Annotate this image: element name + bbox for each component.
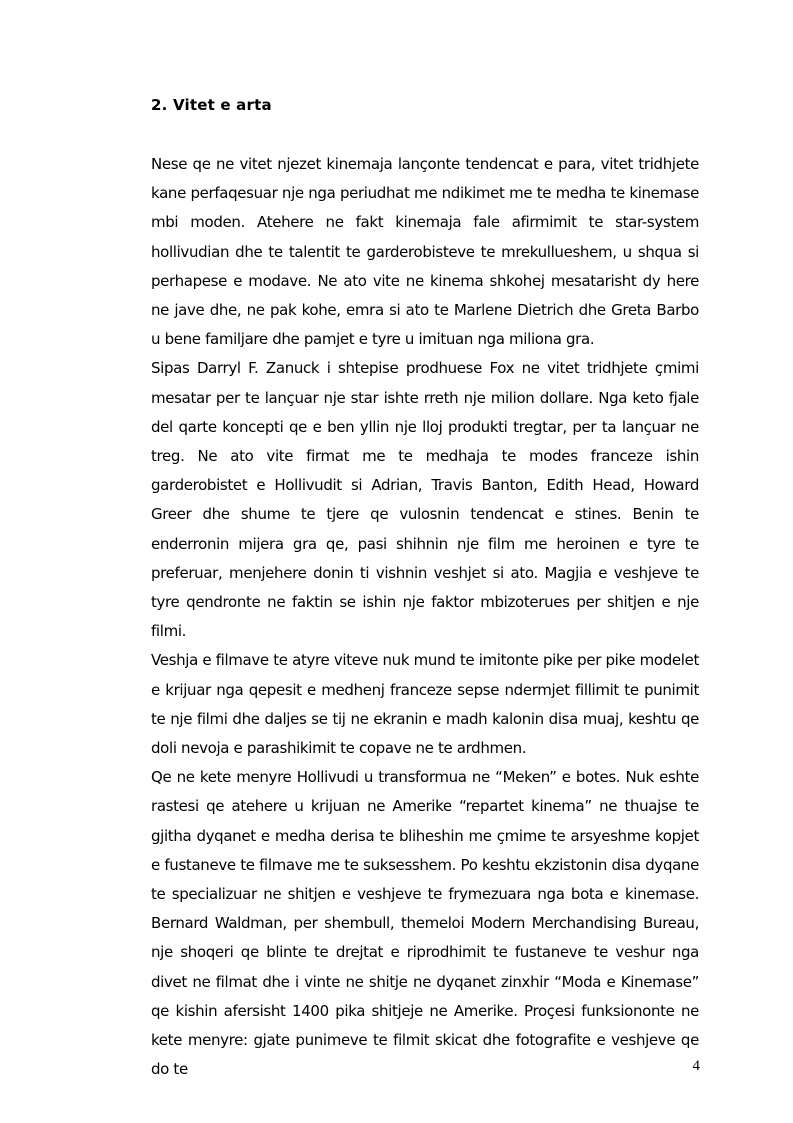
paragraph-3: Veshja e filmave te atyre viteve nuk mund te imitonte pike per pike modelet e krijuar nga qepesit e medhenj franceze sepse ndermjet fillimit te punimit te nje filmi dhe daljes se tij ne ekranin e madh kalonin disa muaj, keshtu qe doli nevoja e parashikimit te copave ne te ardhmen. <box>151 651 699 758</box>
page-number: 4 <box>692 1058 700 1074</box>
paragraph-1: Nese qe ne vitet njezet kinemaja lançonte tendencat e para, vitet tridhjete kane perfaqesuar nje nga periudhat me ndikimet me te medha te kinemase mbi moden. Atehere ne fakt kinemaja fale afirmimit te star-system hollivudian dhe te talentit te garderobisteve te mrekullueshem, u shqua si perhapese e modave. Ne ato vite ne kinema shkohej mesatarisht dy here ne jave dhe, ne pak kohe, emra si ato te Marlene Dietrich dhe Greta Barbo u bene familjare dhe pamjet e tyre u imituan nga miliona gra. <box>151 155 699 349</box>
paragraph-2: Sipas Darryl F. Zanuck i shtepise prodhuese Fox ne vitet tridhjete çmimi mesatar per te lançuar nje star ishte rreth nje milion dollare. Nga keto fjale del qarte koncepti qe e ben yllin nje lloj produkti tregtar, per ta lançuar ne treg. Ne ato vite firmat me te medhaja te modes franceze ishin garderobistet e Hollivudit si Adrian, Travis Banton, Edith Head, Howard Greer dhe shume te tjere qe vulosnin tendencat e stines. Benin te enderronin mijera gra qe, pasi shihnin nje film me heroinen e tyre te preferuar, menjehere donin ti vishnin veshjet si ato. Magjia e veshjeve te tyre qendronte ne faktin se ishin nje faktor mbizoterues per shitjen e nje filmi. <box>151 359 699 641</box>
paragraph-4: Qe ne kete menyre Hollivudi u transformua ne “Meken” e botes. Nuk eshte rastesi qe atehere u krijuan ne Amerike “repartet kinema” ne thuajse te gjitha dyqanet e medha derisa te bliheshin me çmime te arsyeshme kopjet e fustaneve te filmave me te suksesshem. Po keshtu ekzistonin disa dyqane te specializuar ne shitjen e veshjeve te frymezuara nga bota e kinemase. Bernard Waldman, per shembull, themeloi Modern Merchandising Bureau, nje shoqeri qe blinte te drejtat e riprodhimit te fustaneve te veshur nga divet ne filmat dhe i vinte ne shitje ne dyqanet zinxhir “Moda e Kinemase” qe kishin afersisht 1400 pika shitjeje ne Amerike. Proçesi funksiononte ne kete menyre: gjate punimeve te filmit skicat dhe fotografite e veshjeve qe do te <box>151 768 699 1079</box>
body-text <box>151 150 699 1085</box>
section-heading: 2. Vitet e arta <box>151 96 272 114</box>
